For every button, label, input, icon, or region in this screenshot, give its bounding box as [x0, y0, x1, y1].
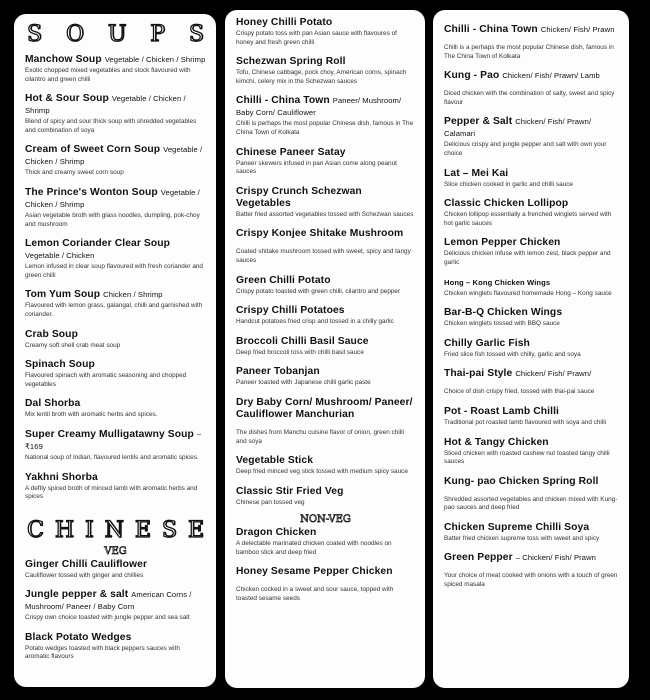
menu-item-description: Crispy own choice toasted with jungle pepper and sea salt — [25, 614, 190, 622]
menu-item-variants: Chicken/ Fish/ Prawn/ — [515, 369, 592, 379]
menu-item — [25, 289, 206, 319]
menu-item-variants: Vegetable / Chicken / Shrimp — [25, 94, 186, 116]
heading-letter: O — [65, 22, 84, 47]
menu-item-name: Kung - Pao — [444, 70, 500, 82]
menu-item-name-line — [236, 566, 415, 578]
menu-item-description: Blend of spicy and sour thick soup with shredded vegetables and combination of soya — [25, 118, 197, 134]
menu-item-description: Chinese pan tossed veg — [236, 498, 305, 506]
menu-item-description: Crispy potato toasted with green chilli, cilantro and pepper — [236, 287, 401, 295]
menu-item-name-line — [444, 368, 619, 380]
menu-item — [25, 329, 206, 351]
menu-item-name: Chilly Garlic Fish — [444, 337, 530, 349]
menu-item — [444, 522, 619, 544]
menu-item — [236, 397, 415, 446]
menu-item-variants: – Chicken/ Fish/ Prawn — [515, 553, 596, 563]
menu-item — [444, 368, 619, 397]
menu-item-description: Chilli is a perhaps the most popular Chinese dish, famous in The China Town of Kolkata — [444, 44, 614, 60]
menu-item-name: Hot & Sour Soup — [25, 93, 109, 105]
menu-item-name-line — [236, 186, 415, 210]
menu-item-description: Thick and creamy sweet corn soup — [25, 169, 124, 177]
menu-item-description: Chicken cocked in a sweet and sour sauce, topped with toasted sesame seeds — [236, 586, 394, 603]
section-heading-soups — [27, 22, 204, 48]
menu-item-variants: Chicken/ Fish/ Prawn — [540, 25, 615, 34]
menu-item — [444, 552, 619, 589]
menu-item — [25, 54, 206, 84]
menu-item-name: Manchow Soup — [25, 54, 102, 65]
menu-item-name-line — [236, 147, 415, 159]
menu-item-variants: Chicken/ Fish/ Prawn/ Calamari — [444, 117, 592, 139]
menu-item-name: Hong – Kong Chicken Wings — [444, 277, 551, 287]
menu-item-name-line — [444, 277, 619, 289]
menu-item — [444, 198, 619, 228]
menu-item-description: Choice of dish crispy fried, tossed with thai-pai sauce — [444, 388, 595, 396]
menu-item — [236, 17, 415, 47]
menu-item-name: Dal Shorba — [25, 398, 81, 410]
menu-item-name-line — [444, 70, 619, 82]
menu-item-variants: Vegetable / Chicken / Shrimp — [104, 55, 206, 64]
menu-item-description: Delicious crispy and jungle pepper and salt with own your choice — [444, 141, 607, 157]
menu-item-variants: Vegetable / Chicken / Shrimp — [25, 187, 200, 209]
heading-letter: N — [104, 517, 124, 543]
menu-item-description: Chicken lollipop essentially a frenched winglets served with hot garlic sauces — [444, 211, 612, 227]
menu-item — [236, 147, 415, 177]
menu-item — [236, 486, 415, 508]
menu-item — [25, 589, 206, 623]
menu-item-name: Dragon Chicken — [236, 527, 317, 539]
nonveg-label: NON-VEG — [300, 514, 351, 526]
menu-item-name: Kung- pao Chicken Spring Roll — [444, 475, 599, 487]
menu-item — [25, 429, 206, 463]
menu-item-description: Diced chicken with the combination of salty, sweet and spicy flavour — [444, 90, 615, 106]
menu-panel-soups-chinese — [14, 14, 216, 687]
menu-item-name: Jungle pepper & salt — [25, 589, 129, 601]
menu-item-name-line — [25, 632, 206, 644]
menu-item-name-line — [236, 95, 415, 119]
menu-item-name: Crispy Konjee Shitake Mushroom — [236, 228, 404, 240]
menu-item — [25, 632, 206, 662]
menu-item-description: Exotic chopped mixed vegetables and stock flavoured with cilantro and green chilli — [25, 67, 191, 83]
menu-item — [236, 455, 415, 477]
menu-item-name: Crispy Crunch Schezwan Vegetables — [236, 185, 362, 209]
menu-item-name: Pepper & Salt — [444, 116, 513, 128]
menu-item — [236, 56, 415, 86]
menu-item-name: Chinese Paneer Satay — [236, 146, 346, 158]
section-heading-chinese — [27, 518, 204, 544]
menu-item-name-line — [236, 305, 415, 317]
menu-item-name: Paneer Tobanjan — [236, 366, 320, 378]
menu-item — [25, 559, 206, 581]
menu-item-description: A delectable marinated chicken coated with noodles on bamboo stick and deep fried — [236, 540, 392, 556]
menu-item-name-line — [444, 476, 619, 488]
menu-item-description: Sliced chicken with roasted cashew nut toasted tangy chilli sauces — [444, 449, 610, 466]
menu-item-name: Chilli - China Town — [236, 95, 330, 107]
menu-item — [444, 338, 619, 360]
menu-item-description: Chilli is perhaps the most popular Chinese dish, famous in The China Town of Kolkata — [236, 120, 414, 136]
menu-item — [25, 187, 206, 229]
menu-item — [236, 566, 415, 603]
heading-letter: S — [188, 22, 204, 47]
menu-item — [236, 228, 415, 265]
menu-item-name: Bar-B-Q Chicken Wings — [444, 307, 563, 319]
menu-item-name-line — [444, 338, 619, 350]
menu-item-name: Pot - Roast Lamb Chilli — [444, 405, 559, 417]
menu-item-name-line — [236, 527, 415, 539]
menu-item — [444, 277, 619, 299]
menu-item-name-line — [444, 406, 619, 418]
menu-item — [236, 95, 415, 137]
menu-item — [444, 70, 619, 107]
menu-item-name: Honey Sesame Pepper Chicken — [236, 566, 393, 578]
menu-item-description: Cauliflower tossed with ginger and chillies — [25, 571, 144, 579]
menu-item-name: Green Pepper — [444, 552, 513, 564]
menu-item-name-line — [444, 116, 619, 140]
menu-item-description: Deep fried minced veg stick tossed with medium spicy sauce — [236, 468, 408, 476]
menu-item — [236, 336, 415, 358]
heading-letter: S — [161, 517, 177, 543]
menu-item — [444, 476, 619, 513]
menu-item-variants: American Corns / Mushroom/ Paneer / Baby Corn — [25, 590, 192, 612]
menu-item-name-line — [25, 472, 206, 484]
menu-item-name: Chicken Supreme Chilli Soya — [444, 521, 590, 533]
menu-item-name: Broccoli Chilli Basil Sauce — [236, 335, 369, 347]
menu-item — [236, 527, 415, 557]
menu-item-description: Slice chicken cooked in garlic and chilli sauce — [444, 180, 573, 188]
menu-item-description: Lemon infused in clear soup flavoured with fresh coriander and green chilli — [25, 263, 203, 279]
menu-item-description: Chicken winglets flavoured homemade Hong – Kong sauce — [444, 289, 612, 297]
menu-item — [25, 398, 206, 420]
menu-item — [25, 238, 206, 280]
menu-item-variants: Chicken/ Fish/ Prawn/ Lamb — [502, 71, 600, 81]
menu-item-name: Super Creamy Mulligatawny Soup — [25, 428, 194, 440]
menu-item-name-line — [25, 359, 206, 371]
menu-item — [236, 186, 415, 220]
menu-item — [444, 168, 619, 190]
menu-item-description: Your choice of meat cooked with onions with a touch of green spiced masala — [444, 572, 618, 589]
menu-item-name: Classic Chicken Lollipop — [444, 198, 569, 210]
menu-item-name: Cream of Sweet Corn Soup — [25, 144, 161, 156]
menu-item — [444, 237, 619, 267]
menu-item-name-line — [444, 437, 619, 449]
menu-item-name: Yakhni Shorba — [25, 471, 98, 483]
heading-letter: I — [84, 517, 94, 543]
menu-item-name-line — [25, 589, 206, 613]
heading-letter: E — [187, 517, 204, 543]
menu-item-variants: Vegetable / Chicken / Shrimp — [25, 145, 203, 167]
menu-item-name-line — [236, 228, 415, 240]
menu-item-name: Crab Soup — [25, 328, 78, 340]
menu-item-description: Shredded assorted vegetables and chicken mixed with Kung-pao sauces and deep fried — [444, 495, 618, 512]
menu-item-name: Schezwan Spring Roll — [236, 56, 346, 68]
menu-item-description: Handcut potatoes fried crisp and tossed in a chilly garlic — [236, 318, 394, 326]
menu-item-name-line — [25, 398, 206, 410]
menu-item-description: Fried slice fish tossed with chilly, garlic and soya — [444, 350, 581, 358]
veg-label: VEG — [104, 545, 127, 557]
menu-item — [444, 116, 619, 158]
menu-item — [236, 275, 415, 297]
menu-item-name: Honey Chilli Potato — [236, 17, 333, 28]
menu-item-name: Dry Baby Corn/ Mushroom/ Paneer/ Cauliflower Manchurian — [236, 396, 413, 420]
menu-item-description: National soup of Indian, flavoured lentils and aromatic spices. — [25, 453, 199, 461]
menu-item-name: Vegetable Stick — [236, 455, 314, 467]
menu-item-name-line — [25, 54, 206, 66]
menu-item-name-line — [444, 552, 619, 564]
menu-item-description: Chicken winglets tossed with BBQ sauce — [444, 320, 560, 328]
menu-item-description: Mix lentil broth with aromatic herbs and spices. — [25, 411, 158, 419]
menu-item-name-line — [25, 93, 206, 117]
menu-item-description: Paneer toasted with Japanese chilli garlic paste — [236, 379, 371, 387]
menu-item-name-line — [444, 522, 619, 534]
menu-item-description: Coated shitake mushroom tossed with sweet, spicy and tangy sauces — [236, 248, 411, 264]
menu-item-description: Flavoured with lemon grass, galangal, chilli and garnished with coriander. — [25, 302, 203, 318]
menu-item-name-line — [444, 198, 619, 210]
menu-item-variants: Chicken / Shrimp — [103, 290, 163, 300]
menu-item — [444, 24, 619, 61]
menu-item-description: Delicious chicken infuse with lemon zest, black pepper and garlic — [444, 250, 611, 266]
heading-letter: E — [134, 517, 151, 543]
menu-item-variants: Vegetable / Chicken — [25, 251, 95, 261]
menu-item — [25, 144, 206, 178]
menu-item-name-line — [236, 17, 415, 29]
menu-panel-chinese-nonveg — [433, 10, 629, 688]
menu-item-description: Potato wedges toasted with black peppers sauces with aromatic flavours — [25, 644, 180, 661]
menu-item-name: Ginger Chilli Cauliflower — [25, 558, 148, 570]
menu-item-name: Classic Stir Fried Veg — [236, 485, 344, 497]
heading-letter: H — [54, 517, 74, 543]
menu-item-name-line — [25, 429, 206, 453]
menu-item — [25, 359, 206, 389]
menu-item-name: Hot & Tangy Chicken — [444, 436, 549, 448]
heading-letter: P — [150, 22, 166, 47]
menu-item-name-line — [444, 168, 619, 180]
heading-letter: S — [27, 22, 43, 47]
menu-item-description: Asian vegetable broth with glass noodles, dumpling, pok-choy and mushroom — [25, 211, 200, 228]
menu-item-name-line — [444, 237, 619, 249]
menu-item-name-line — [25, 187, 206, 211]
menu-item — [25, 472, 206, 502]
menu-item-name-line — [25, 144, 206, 168]
menu-item-description: Tofu, Chinese cabbage, pock choy, American corns, spinach kimchi, celery mix in the Schezwan sauces — [236, 69, 407, 85]
menu-item-name: Lemon Pepper Chicken — [444, 237, 561, 249]
menu-item — [444, 437, 619, 467]
menu-item — [236, 366, 415, 388]
menu-item-name-line — [25, 238, 206, 262]
menu-item-name: Tom Yum Soup — [25, 289, 101, 301]
menu-item-name: Lemon Coriander Clear Soup — [25, 238, 171, 250]
heading-letter: C — [27, 517, 44, 543]
menu-item — [236, 305, 415, 327]
menu-panel-chinese-veg — [225, 10, 425, 688]
menu-item — [25, 93, 206, 135]
menu-item-name: Thai-pai Style — [444, 368, 513, 380]
menu-item — [444, 307, 619, 329]
menu-item-description: Batter fried chicken supreme toss with sweet and spicy — [444, 534, 600, 542]
menu-item-name: Black Potato Wedges — [25, 631, 132, 643]
menu-item-name-line — [236, 397, 415, 421]
menu-item-name-line — [236, 336, 415, 348]
menu-item-description: Paneer skewers infused in pan Asian come along peanut sauces — [236, 159, 397, 176]
menu-item-name-line — [236, 275, 415, 287]
menu-item-name-line — [444, 24, 619, 36]
menu-item-variants: ~ ₹169 — [25, 429, 202, 451]
menu-item-name: Chilli - China Town — [444, 24, 538, 35]
menu-item-description: Traditional pot roasted lamb flavoured with soya and chilli — [444, 418, 607, 426]
menu-item-name: Crispy Chilli Potatoes — [236, 305, 345, 317]
menu-item-description: Flavoured spinach with aromatic seasoning and chopped vegetables — [25, 372, 187, 388]
menu-item-description: A deftly spiced broth of minced lamb with aromatic herbs and spices — [25, 484, 198, 501]
menu-item-variants: Paneer/ Mushroom/ Baby Corn/ Cauliflower — [236, 96, 402, 118]
menu-item — [444, 406, 619, 428]
menu-item-name-line — [236, 486, 415, 498]
menu-item-description: Deep fried broccoli toss with chilli basil sauce — [236, 348, 364, 356]
menu-item-name: Spinach Soup — [25, 359, 95, 371]
menu-item-name-line — [25, 559, 206, 571]
menu-item-name-line — [236, 56, 415, 68]
menu-item-description: The dishes from Manchu cuisine flavor of onion, green chilli and soya — [236, 428, 405, 445]
menu-item-name-line — [25, 329, 206, 341]
menu-item-description: Crispy potato toss with pan Asian sauce with flavoures of honey and fresh green chilli — [236, 30, 397, 46]
menu-item-name: The Prince's Wonton Soup — [25, 186, 158, 198]
menu-item-name-line — [236, 455, 415, 467]
menu-item-description: Batter fried assorted vegetables tossed with Schezwan sauces — [236, 210, 414, 218]
menu-item-name-line — [25, 289, 206, 301]
menu-item-name-line — [444, 307, 619, 319]
menu-item-name: Lat – Mei Kai — [444, 167, 509, 179]
menu-item-description: Creamy soft shell crab meat soup — [25, 341, 121, 349]
menu-item-name: Green Chilli Potato — [236, 274, 331, 286]
menu-item-name-line — [236, 366, 415, 378]
heading-letter: U — [107, 22, 127, 47]
